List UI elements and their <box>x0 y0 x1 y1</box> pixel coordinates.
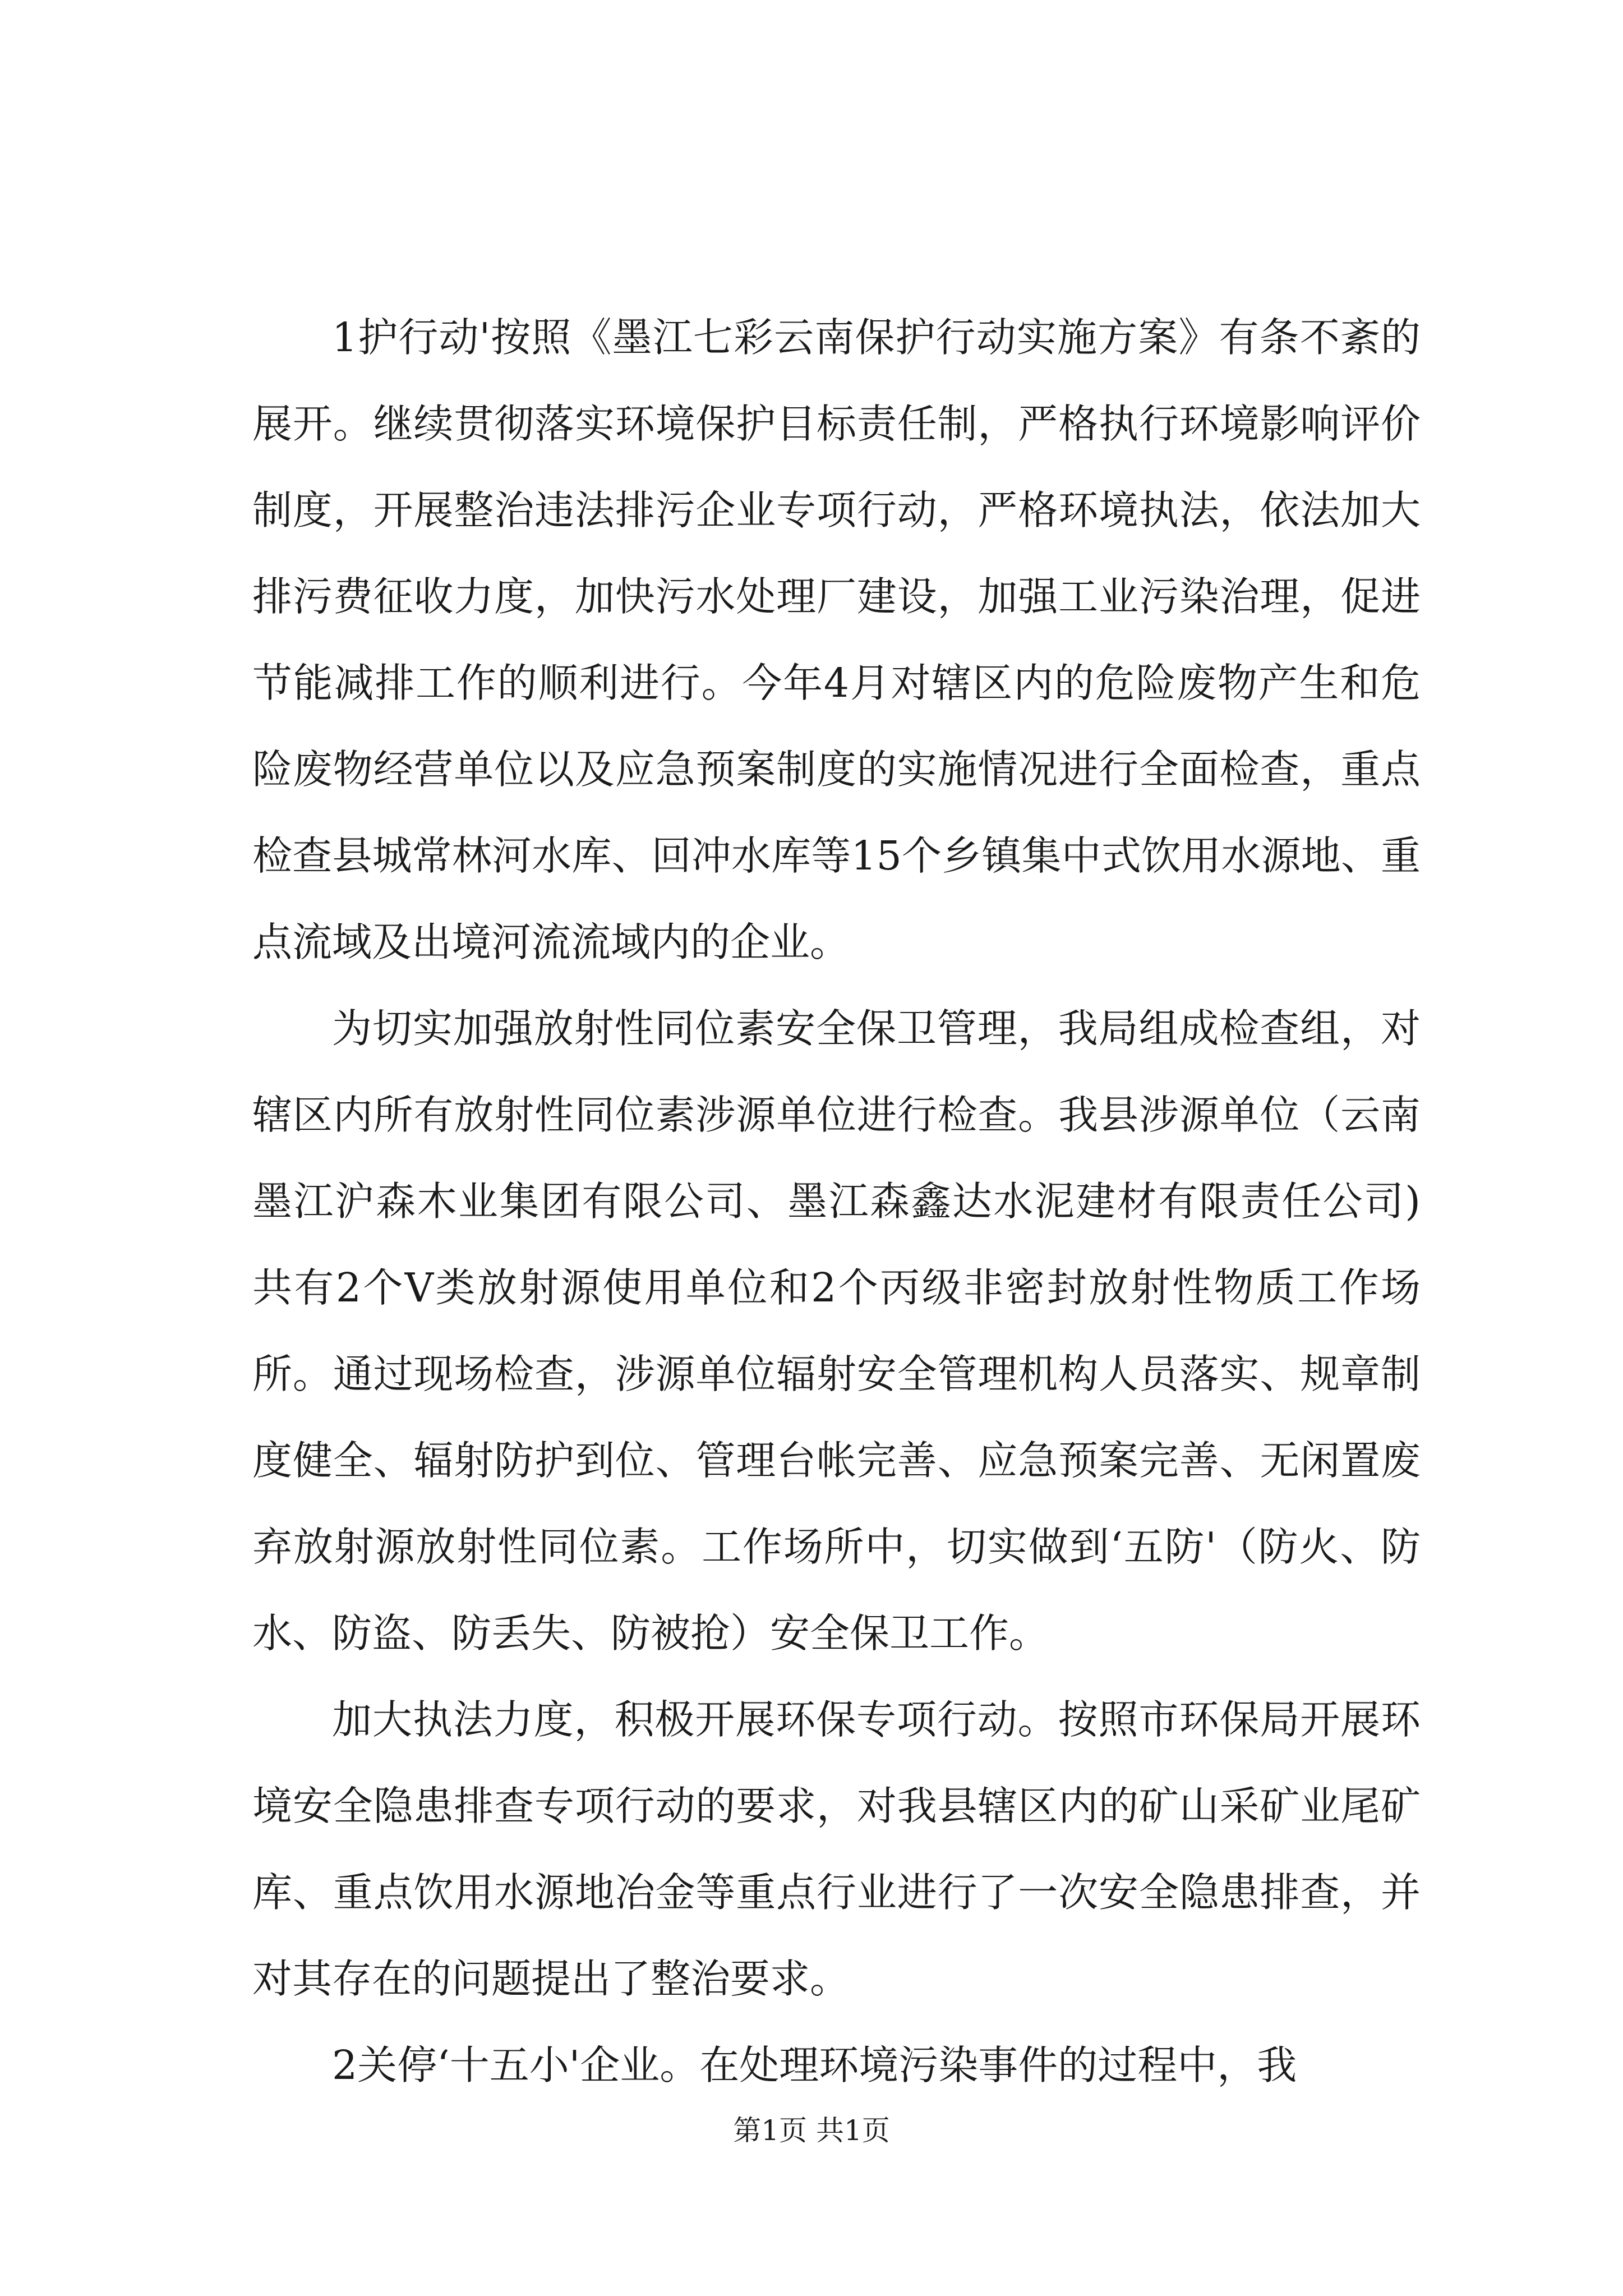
paragraph-2: 为切实加强放射性同位素安全保卫管理，我局组成检查组，对辖区内所有放射性同位素涉源单位进行检查。我县涉源单位（云南墨江沪森木业集团有限公司、墨江森鑫达水泥建材有限责任公司)共有2个Ⅴ类放射源使用单位和2个丙级非密封放射性物质工作场所。通过现场检查，涉源单位辐射安全管理机构人员落实、规章制度健全、辐射防护到位、管理台帐完善、应急预案完善、无闲置废弃放射源放射性同位素。工作场所中，切实做到‘五防'（防火、防水、防盗、防丢失、防被抢）安全保卫工作。 <box>252 1005 1421 1657</box>
paragraph-1: 1护行动'按照《墨江七彩云南保护行动实施方案》有条不紊的展开。继续贯彻落实环境保护目标责任制，严格执行环境影响评价制度，开展整治违法排污企业专项行动，严格环境执法，依法加大排污费征收力度，加快污水处理厂建设，加强工业污染治理，促进节能减排工作的顺利进行。今年4月对辖区内的危险废物产生和危险废物经营单位以及应急预案制度的实施情况进行全面检查，重点检查县城常林河水库、回冲水库等15个乡镇集中式饮用水源地、重点流域及出境河流流域内的企业。 <box>252 314 1421 965</box>
document-body <box>252 295 1421 2109</box>
paragraph-4: 2关停‘十五小'企业。在处理环境污染事件的过程中，我 <box>332 2042 1297 2088</box>
paragraph-3: 加大执法力度，积极开展环保专项行动。按照市环保局开展环境安全隐患排查专项行动的要求，对我县辖区内的矿山采矿业尾矿库、重点饮用水源地冶金等重点行业进行了一次安全隐患排查，并对其存在的问题提出了整治要求。 <box>252 1696 1421 2002</box>
page-number-footer: 第1页 共1页 <box>733 2114 890 2147</box>
